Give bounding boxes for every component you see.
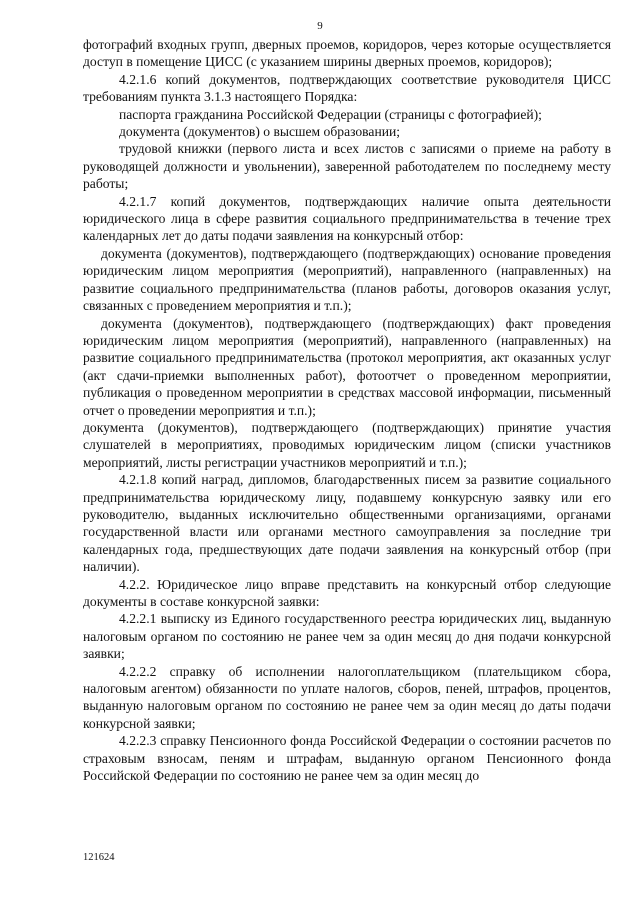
document-code: 121624 <box>83 852 115 863</box>
page-number: 9 <box>317 20 323 32</box>
paragraph: 4.2.2.2 справку об исполнении налогоплательщиком (плательщиком сбора, налоговым агентом) обязанности по уплате налогов, сборов, пеней, штрафов, процентов, выданную налоговым органом по состоянию не ранее чем за один месяц до даты подачи конкурсной заявки; <box>83 663 611 731</box>
paragraph: документа (документов), подтверждающего (подтверждающих) принятие участия слушателей в мероприятиях, проводимых юридическим лицом (списки участников мероприятий, листы регистрации участников мероприятий и т.п.); <box>83 419 611 470</box>
paragraph: 4.2.1.8 копий наград, дипломов, благодарственных писем за развитие социального предпринимательства юридическому лицу, подавшему конкурсную заявку или его руководителю, выданных исключительно общественными организациями, органами государственной власти или органами местного самоуправления за последние три календарных года, предшествующих дате подачи заявления на конкурсный отбор (при наличии). <box>83 472 611 575</box>
paragraph: паспорта гражданина Российской Федерации (страницы с фотографией); <box>119 106 542 122</box>
paragraph: 4.2.2.1 выписку из Единого государственного реестра юридических лиц, выданную налоговым органом по состоянию не ранее чем за один месяц до дня подачи конкурсной заявки; <box>83 611 611 662</box>
paragraph: 4.2.1.7 копий документов, подтверждающих наличие опыта деятельности юридического лица в сфере развития социального предпринимательства в течение трех календарных лет до даты подачи заявления на конкурсный отбор: <box>83 193 611 244</box>
paragraph: документа (документов), подтверждающего (подтверждающих) факт проведения юридическим лицом мероприятия (мероприятий), направленного (направленных) на развитие социального предпринимательства (протокол мероприятия, акт оказанных услуг (акт сдачи-приемки выполненных работ), фотоотчет о проведенном мероприятии, публикация о проведенном мероприятии в средствах массовой информации, письменный отчет о проведении мероприятия и т.п.); <box>83 315 611 418</box>
paragraph: фотографий входных групп, дверных проемов, коридоров, через которые осуществляется доступ в помещение ЦИСС (с указанием ширины дверных проемов, коридоров); <box>83 37 611 70</box>
paragraph: трудовой книжки (первого листа и всех листов с записями о приеме на работу в руководящей должности и увольнении), заверенной работодателем по последнему месту работы; <box>83 141 611 192</box>
document-body <box>83 36 611 784</box>
paragraph: 4.2.2. Юридическое лицо вправе представить на конкурсный отбор следующие документы в составе конкурсной заявки: <box>83 576 611 609</box>
paragraph: 4.2.2.3 справку Пенсионного фонда Российской Федерации о состоянии расчетов по страховым взносам, пеням и штрафам, выданную органом Пенсионного фонда Российской Федерации по состоянию не ранее чем за один месяц до <box>83 733 611 784</box>
paragraph: документа (документов), подтверждающего (подтверждающих) основание проведения юридическим лицом мероприятия (мероприятий), направленного (направленных) на развитие социального предпринимательства (планов работы, договоров оказания услуг, связанных с проведением мероприятия и т.п.); <box>83 245 611 314</box>
paragraph: 4.2.1.6 копий документов, подтверждающих соответствие руководителя ЦИСС требованиям пункта 3.1.3 настоящего Порядка: <box>83 71 611 105</box>
paragraph: документа (документов) о высшем образовании; <box>119 124 401 140</box>
